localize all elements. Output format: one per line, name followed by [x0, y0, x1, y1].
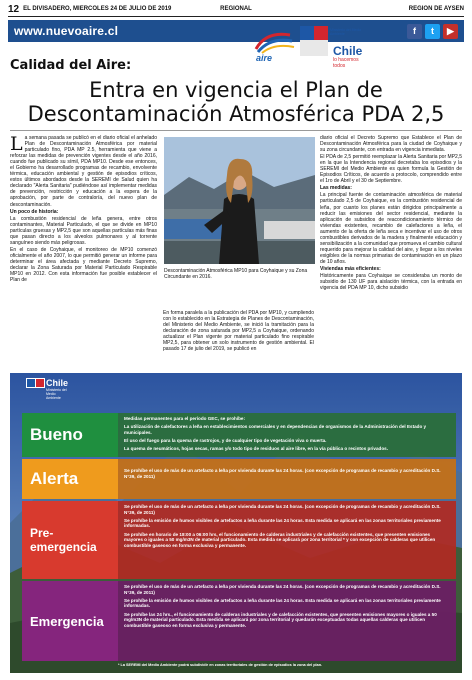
article-headline: Entra en vigencia el Plan de Descontaminación Atmosférica PDA 2,5: [27, 78, 445, 126]
article-paragraph: En el caso de Coyhaique, el monitoreo de MP10 comenzó oficialmente el año 2007, lo que permitió generar un informe para determinar el área afectada y mediante Decreto Supremo, declarar la Zona Saturada por Material Particulado Respirable MP10 en 2012. Con esta información fue posible establecer el Plan de: [10, 246, 157, 284]
article-paragraph: La principal fuente de contaminación atmosférica de material particulado 2,5 de Coyhaique, es la combustión residencial de leña, por cuanto los planes están dirigidos principalmente a reducir las emisiones del sector residencial, mediante la aplicación de subsidios de reacondicionamiento térmico de viviendas existentes, recambio de calefactores a leña, el aumento de la oferta de leña seca e incentivar el uso de otros combustibles derivados de la madera y finalmente educación y sensibilización a la comunidad que promueva el cambio cultural requerido para mejorar la calidad del aire, y llegar a los niveles exigibles de la normas primarias de contaminación en un plazo de 10 años.: [320, 192, 462, 265]
article-column-2: [163, 310, 314, 372]
campaign-url[interactable]: www.nuevoaire.cl: [14, 24, 119, 38]
subheading-housing: Viviendas más eficientes:: [320, 265, 381, 272]
publication-date: EL DIVISADERO, MIERCOLES 24 DE JULIO DE 2019: [23, 6, 172, 12]
subheading-measures: Las medidas:: [320, 185, 352, 192]
level-emergencia-label: Emergencia: [22, 581, 118, 661]
info-logo-sub: Ministerio del Medio Ambiente: [46, 388, 67, 400]
folio-bar: [8, 3, 464, 15]
chile-flag-icon: [300, 26, 328, 56]
article-paragraph: Históricamente para Coyhaique se consideraba un monto de subsidio de 130 UF para aislación térmica, con la entrada en vigencia del PDA MP 10, dicho subsidio: [320, 273, 462, 292]
level-preemergencia-measures: Se prohíbe el uso de más de un artefacto a leña por vivienda durante las 24 horas. (con excepción de programas de recambio y acreditación D.S. N°39, de 2011) Se prohíbe la emisión de humos visibles de artefactos a leña durante las 24 horas. Esta medida se aplicará en las zonas territoriales previamente informadas. Se prohíbe en horario de 18:00 a 06:00 hrs, el funcionamiento de calderas industriales y de calefacción existentes, que presenten emisiones mayores o iguales a 50 mg/m3N de material particulado. Esta medida se aplicará por zona territorial * y con excepción de calderas que utilicen combustible gaseoso en forma exclusiva y permanente.: [118, 501, 456, 579]
article-column-1: [10, 135, 157, 371]
level-preemergencia-label: Pre-emergencia: [22, 501, 118, 579]
facebook-icon[interactable]: f: [407, 24, 422, 39]
article-photo: [164, 137, 315, 264]
level-bueno-measures: Medidas permanentes para el período GEC, se prohíbe: La utilización de calefactores a leña en establecimientos comerciales y en dependencias de organismos de la Administración del Estado y municipales. El uso del fuego para la quema de rastrojos, y de cualquier tipo de vegetación viva o muerta. La quema de neumáticos, hojas secas, ramas y/o todo tipo de residuos al aire libre, en la vía pública o recintos privados.: [118, 413, 456, 457]
article-paragraph: La semana pasada se publicó en el diario oficial el anhelado Plan de Descontaminación Atmosférica por material particulado fino, PDA MP 2.5, herramienta que viene a reforzar las medidas de prevención vigentes desde el año 2016, cuando fue publicado su símil, PDA MP10. Desde ese entonces, el Gobierno ha desarrollado programas de recambio, envolvente térmica, educación ambiental y gestión de episodios críticos, estos últimos abordados desde la SEREMI de Salud quien ha declarado "Alerta Sanitaria" pudiéndose así implementar medidas de prevención, restricción y educación a la espera de la aprobación, por parte de contraloría, del nuevo plan de descontaminación.: [10, 135, 157, 208]
article-paragraph: diario oficial el Decreto Supremo que Establece el Plan de Descontaminación Atmosférica para la ciudad de Coyhaique y su zona circundante, con entrada en vigencia inmediata.: [320, 135, 462, 154]
campaign-banner: [8, 20, 464, 42]
level-alerta-measures: Se prohíbe el uso de más de un artefacto a leña por vivienda durante las 24 horas. (con excepción de programas de recambio y acreditación D.S. N°39, de 2011): [118, 459, 456, 499]
level-alerta-label: Alerta: [22, 459, 118, 499]
seremi-portrait-image: [164, 137, 315, 264]
section-name: REGIONAL: [220, 6, 252, 12]
country-name: Chile: [333, 44, 363, 58]
level-bueno-label: Bueno: [22, 413, 118, 457]
ministry-name: Ministerio del Medio Ambiente: [330, 28, 362, 36]
folio-rule: [8, 16, 464, 17]
nuevo-aire-logo: [252, 29, 296, 69]
article-kicker: Calidad del Aire:: [10, 58, 132, 73]
social-links: [407, 24, 458, 39]
article-paragraph: En forma paralela a la publicación del PDA por MP10, y cumpliendo con lo establecido en la Estrategia de Planes de Descontaminación, del Ministerio del Medio Ambiente, se inició la tramitación para la declaración de zona saturada por MP2,5 a Coyhaique, ordenando actualizar el Plan vigente por material particulado fino respirable MP2,5, para obtener un solo instrumento de gestión ambiental. El pasado 17 de julio del 2019, se publicó en: [163, 310, 314, 353]
photo-caption: Descontaminación Atmosférica MP10 para Coyhaique y su Zona Circundante en 2016.: [164, 268, 308, 280]
headline-rule: [10, 130, 462, 131]
level-emergencia-measures: Se prohíbe el uso de más de un artefacto a leña por vivienda durante las 24 horas. (con excepción de programas de recambio y acreditación D.S. N°39, de 2011) Se prohíbe la emisión de humos visibles de artefactos a leña durante las 24 horas. Esta medida se aplicará en las zonas territoriales previamente informadas. Se prohíbe las 24 hrs., el funcionamiento de calderas industriales y de calefacción existentes, que presenten emisiones mayores o iguales a 50 mg/m3N de material particulado. Esta medida se aplicará por zona territorial y quedarán exceptuadas todas aquellas calderas que utilicen combustible gaseoso en forma exclusiva y permanente.: [118, 581, 456, 661]
drop-cap: L: [10, 135, 23, 155]
gob-tagline: lo hacemos todos: [333, 57, 359, 69]
youtube-icon[interactable]: ▶: [443, 24, 458, 39]
info-logo-title: Chile: [46, 378, 69, 388]
article-paragraph: La combustión residencial de leña genera, entre otros contaminantes, Material Particulado, el que se divide en MP10 partículas gruesas y MP2,5 que son aquellas partículas más finas que pasan directo a los alveolos pulmonares y al torrente sanguíneo siendo más peligrosas.: [10, 215, 157, 246]
infographic-footnote: * La SEREMI del Medio Ambiente podrá subdividir en zonas territoriales de gestión de episodios la zona del plan.: [118, 663, 323, 667]
gobierno-logo: [300, 26, 372, 72]
page-number: 12: [8, 3, 20, 15]
aire-swoosh-icon: [252, 29, 296, 55]
aire-logo-word: aire: [256, 53, 273, 63]
region-name: REGION DE AYSEN: [408, 6, 464, 12]
twitter-icon[interactable]: t: [425, 24, 440, 39]
episodes-infographic: [10, 373, 462, 673]
article-column-3: [320, 135, 462, 371]
subheading-history: Un poco de historia:: [10, 208, 59, 215]
ministry-infographic-logo: [26, 378, 70, 400]
article-paragraph: El PDA de 2,5 permitió reemplazar la Alerta Sanitaria por MP2,5 en la que la Intendencia regional decretaba los episodios y la SEREMI del Medio Ambiente es quien formula la Gestión de Episodios Críticos, de acuerdo a protocolo, comprendido entre el 1ro de Abril y el 30 de Septiembre.: [320, 154, 462, 185]
